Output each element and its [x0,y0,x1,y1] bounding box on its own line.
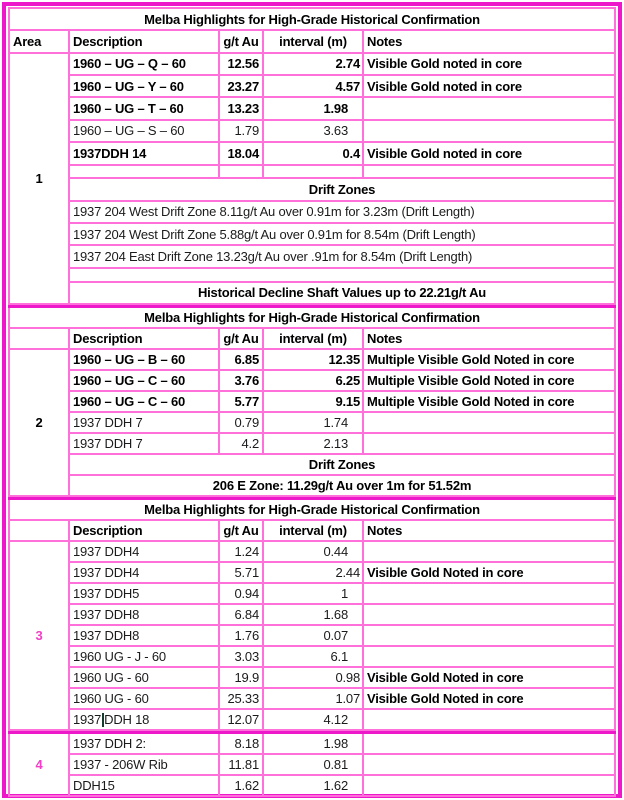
cell-grade-gt-au[interactable]: 11.81 [219,754,263,775]
cell-notes[interactable] [363,433,615,454]
table-row [9,245,615,267]
cell-description[interactable]: 1960 – UG – T – 60 [69,97,219,119]
cell-interval-m[interactable]: 2.44 [263,562,363,583]
cell-description[interactable]: 1937 DDH4 [69,562,219,583]
header-cell-description[interactable]: Description [69,328,219,349]
table-row [9,433,615,454]
header-cell-area[interactable]: Area [9,30,69,52]
table-row [9,646,615,667]
highlights-table-area-1 [8,7,616,305]
table-title-row [9,307,615,329]
table-row [9,412,615,433]
cell-grade-gt-au[interactable]: 18.04 [219,142,263,164]
table-row [9,97,615,119]
cell-interval-m[interactable]: 0.44 [263,541,363,562]
cell-description[interactable] [69,165,219,179]
cell-interval-m[interactable]: 2.13 [263,433,363,454]
sections-root [8,7,616,797]
cell-notes[interactable] [363,412,615,433]
cell-interval-m[interactable]: 1.98 [263,733,363,755]
cell-notes[interactable] [363,754,615,775]
highlights-table-area-2 [8,305,616,497]
header-cell-interval[interactable]: interval (m) [263,30,363,52]
description-text-after-cursor: DDH 18 [104,712,150,727]
cell-interval-m[interactable]: 12.35 [263,349,363,370]
cell-description[interactable]: 1960 – UG – C – 60 [69,391,219,412]
table-title-cell[interactable]: Melba Highlights for High-Grade Historical Confirmation [9,499,615,521]
merged-note-cell[interactable] [69,268,615,282]
table-row [9,625,615,646]
cell-interval-m[interactable]: 6.25 [263,370,363,391]
cell-notes[interactable] [363,583,615,604]
cell-notes[interactable] [363,165,615,179]
cell-grade-gt-au[interactable]: 0.94 [219,583,263,604]
cell-notes[interactable]: Visible Gold Noted in core [363,667,615,688]
cell-description[interactable]: 1937 DDH4 [69,541,219,562]
table-row [9,454,615,475]
table-row [9,201,615,223]
merged-note-cell[interactable]: Historical Decline Shaft Values up to 22.21g/t Au [69,282,615,304]
cell-grade-gt-au[interactable]: 0.79 [219,412,263,433]
cell-notes[interactable]: Visible Gold noted in core [363,53,615,75]
cell-grade-gt-au[interactable]: 5.71 [219,562,263,583]
cell-notes[interactable] [363,709,615,730]
cell-description[interactable]: 1937 DDH 7 [69,412,219,433]
header-cell-grade[interactable]: g/t Au [219,328,263,349]
header-cell-area[interactable] [9,328,69,349]
cell-notes[interactable]: Visible Gold noted in core [363,142,615,164]
cell-interval-m[interactable]: 2.74 [263,53,363,75]
cell-description[interactable]: 1937 DDH8 [69,625,219,646]
cell-description[interactable]: 1937 - 206W Rib [69,754,219,775]
table-row [9,754,615,775]
cell-grade-gt-au[interactable]: 3.03 [219,646,263,667]
cell-description[interactable]: 1960 – UG – S – 60 [69,120,219,142]
cell-grade-gt-au[interactable]: 6.84 [219,604,263,625]
cell-interval-m[interactable]: 4.12 [263,709,363,730]
cell-notes[interactable]: Multiple Visible Gold Noted in core [363,370,615,391]
cell-interval-m[interactable]: 0.4 [263,142,363,164]
table-row [9,604,615,625]
highlights-table-area-4 [8,731,616,797]
cell-notes[interactable] [363,733,615,755]
cell-interval-m[interactable]: 1.68 [263,604,363,625]
table-row [9,120,615,142]
cell-notes[interactable]: Visible Gold Noted in core [363,688,615,709]
table-title-cell[interactable]: Melba Highlights for High-Grade Historical Confirmation [9,8,615,30]
cell-description[interactable]: 1960 UG - 60 [69,688,219,709]
table-row [9,475,615,496]
cell-grade-gt-au[interactable]: 1.62 [219,775,263,796]
table-row [9,733,615,755]
table-row [9,165,615,179]
table-row [9,268,615,282]
table-row [9,541,615,562]
cell-notes[interactable] [363,625,615,646]
cell-description[interactable]: 1937DDH 14 [69,142,219,164]
table-row [9,53,615,75]
cell-grade-gt-au[interactable]: 1.76 [219,625,263,646]
cell-grade-gt-au[interactable]: 6.85 [219,349,263,370]
header-cell-description[interactable]: Description [69,520,219,541]
cell-description[interactable]: 1960 UG - J - 60 [69,646,219,667]
table-row [9,709,615,730]
column-header-row [9,30,615,52]
area-number-cell[interactable]: 2 [9,349,69,496]
column-header-row [9,328,615,349]
cell-grade-gt-au[interactable]: 5.77 [219,391,263,412]
merged-note-cell[interactable]: Drift Zones [69,454,615,475]
cell-interval-m[interactable]: 1.74 [263,412,363,433]
header-cell-interval[interactable]: interval (m) [263,328,363,349]
cell-interval-m[interactable] [263,165,363,179]
cell-notes[interactable] [363,646,615,667]
table-row [9,688,615,709]
cell-grade-gt-au[interactable]: 4.2 [219,433,263,454]
cell-interval-m[interactable]: 0.07 [263,625,363,646]
merged-note-cell[interactable]: 1937 204 West Drift Zone 8.11g/t Au over 0.91m for 3.23m (Drift Length) [69,201,615,223]
cell-grade-gt-au[interactable]: 1.79 [219,120,263,142]
cell-grade-gt-au[interactable]: 1.24 [219,541,263,562]
table-row [9,178,615,200]
table-row [9,775,615,796]
cell-interval-m[interactable]: 1.07 [263,688,363,709]
table-row [9,223,615,245]
cell-interval-m[interactable]: 1 [263,583,363,604]
cell-interval-m[interactable]: 3.63 [263,120,363,142]
area-number-cell[interactable]: 3 [9,541,69,730]
cell-grade-gt-au[interactable]: 3.76 [219,370,263,391]
merged-note-cell[interactable]: 1937 204 East Drift Zone 13.23g/t Au over .91m for 8.54m (Drift Length) [69,245,615,267]
cell-interval-m[interactable]: 9.15 [263,391,363,412]
merged-note-cell[interactable]: Drift Zones [69,178,615,200]
cell-interval-m[interactable]: 4.57 [263,75,363,97]
column-header-row [9,520,615,541]
header-cell-interval[interactable]: interval (m) [263,520,363,541]
cell-description[interactable]: 1937 DDH8 [69,604,219,625]
cell-interval-m[interactable]: 0.98 [263,667,363,688]
header-cell-grade[interactable]: g/t Au [219,30,263,52]
table-row [9,583,615,604]
merged-note-cell[interactable]: 206 E Zone: 11.29g/t Au over 1m for 51.52m [69,475,615,496]
header-cell-notes[interactable]: Notes [363,328,615,349]
cell-description[interactable]: 1960 UG - 60 [69,667,219,688]
cell-grade-gt-au[interactable]: 13.23 [219,97,263,119]
header-cell-grade[interactable]: g/t Au [219,520,263,541]
cell-grade-gt-au[interactable]: 23.27 [219,75,263,97]
cell-grade-gt-au[interactable]: 8.18 [219,733,263,755]
cell-description[interactable]: 1937 DDH 2: [69,733,219,755]
cell-grade-gt-au[interactable]: 12.56 [219,53,263,75]
cell-notes[interactable] [363,775,615,796]
table-row [9,370,615,391]
cell-description[interactable]: 1960 – UG – Q – 60 [69,53,219,75]
cell-description[interactable]: DDH15 [69,775,219,796]
cell-grade-gt-au[interactable]: 25.33 [219,688,263,709]
header-cell-description[interactable]: Description [69,30,219,52]
cell-description[interactable] [69,709,219,730]
table-title-cell[interactable]: Melba Highlights for High-Grade Historical Confirmation [9,307,615,329]
cell-notes[interactable] [363,97,615,119]
cell-interval-m[interactable]: 1.62 [263,775,363,796]
table-row [9,349,615,370]
table-row [9,391,615,412]
cell-interval-m[interactable]: 1.98 [263,97,363,119]
cell-interval-m[interactable]: 0.81 [263,754,363,775]
cell-description[interactable]: 1960 – UG – C – 60 [69,370,219,391]
area-number-cell[interactable]: 1 [9,53,69,304]
table-row [9,667,615,688]
cell-interval-m[interactable]: 6.1 [263,646,363,667]
area-number-cell[interactable]: 4 [9,733,69,797]
cell-notes[interactable]: Multiple Visible Gold Noted in core [363,349,615,370]
header-cell-notes[interactable]: Notes [363,520,615,541]
cell-notes[interactable] [363,120,615,142]
cell-description[interactable]: 1937 DDH 7 [69,433,219,454]
table-title-row [9,499,615,521]
cell-description[interactable]: 1960 – UG – Y – 60 [69,75,219,97]
table-row [9,282,615,304]
table-row [9,75,615,97]
table-row [9,562,615,583]
cell-description[interactable]: 1937 DDH5 [69,583,219,604]
cell-notes[interactable]: Visible Gold noted in core [363,75,615,97]
cell-description[interactable]: 1960 – UG – B – 60 [69,349,219,370]
cell-notes[interactable] [363,604,615,625]
description-text-before-cursor: 1937 [73,712,102,727]
merged-note-cell[interactable]: 1937 204 West Drift Zone 5.88g/t Au over 0.91m for 8.54m (Drift Length) [69,223,615,245]
cell-grade-gt-au[interactable] [219,165,263,179]
spreadsheet-sheet [2,2,622,798]
header-cell-area[interactable] [9,520,69,541]
cell-notes[interactable]: Visible Gold Noted in core [363,562,615,583]
table-row [9,142,615,164]
cell-notes[interactable]: Multiple Visible Gold Noted in core [363,391,615,412]
cell-grade-gt-au[interactable]: 12.07 [219,709,263,730]
cell-notes[interactable] [363,541,615,562]
highlights-table-area-3 [8,497,616,731]
table-title-row [9,8,615,30]
header-cell-notes[interactable]: Notes [363,30,615,52]
cell-grade-gt-au[interactable]: 19.9 [219,667,263,688]
